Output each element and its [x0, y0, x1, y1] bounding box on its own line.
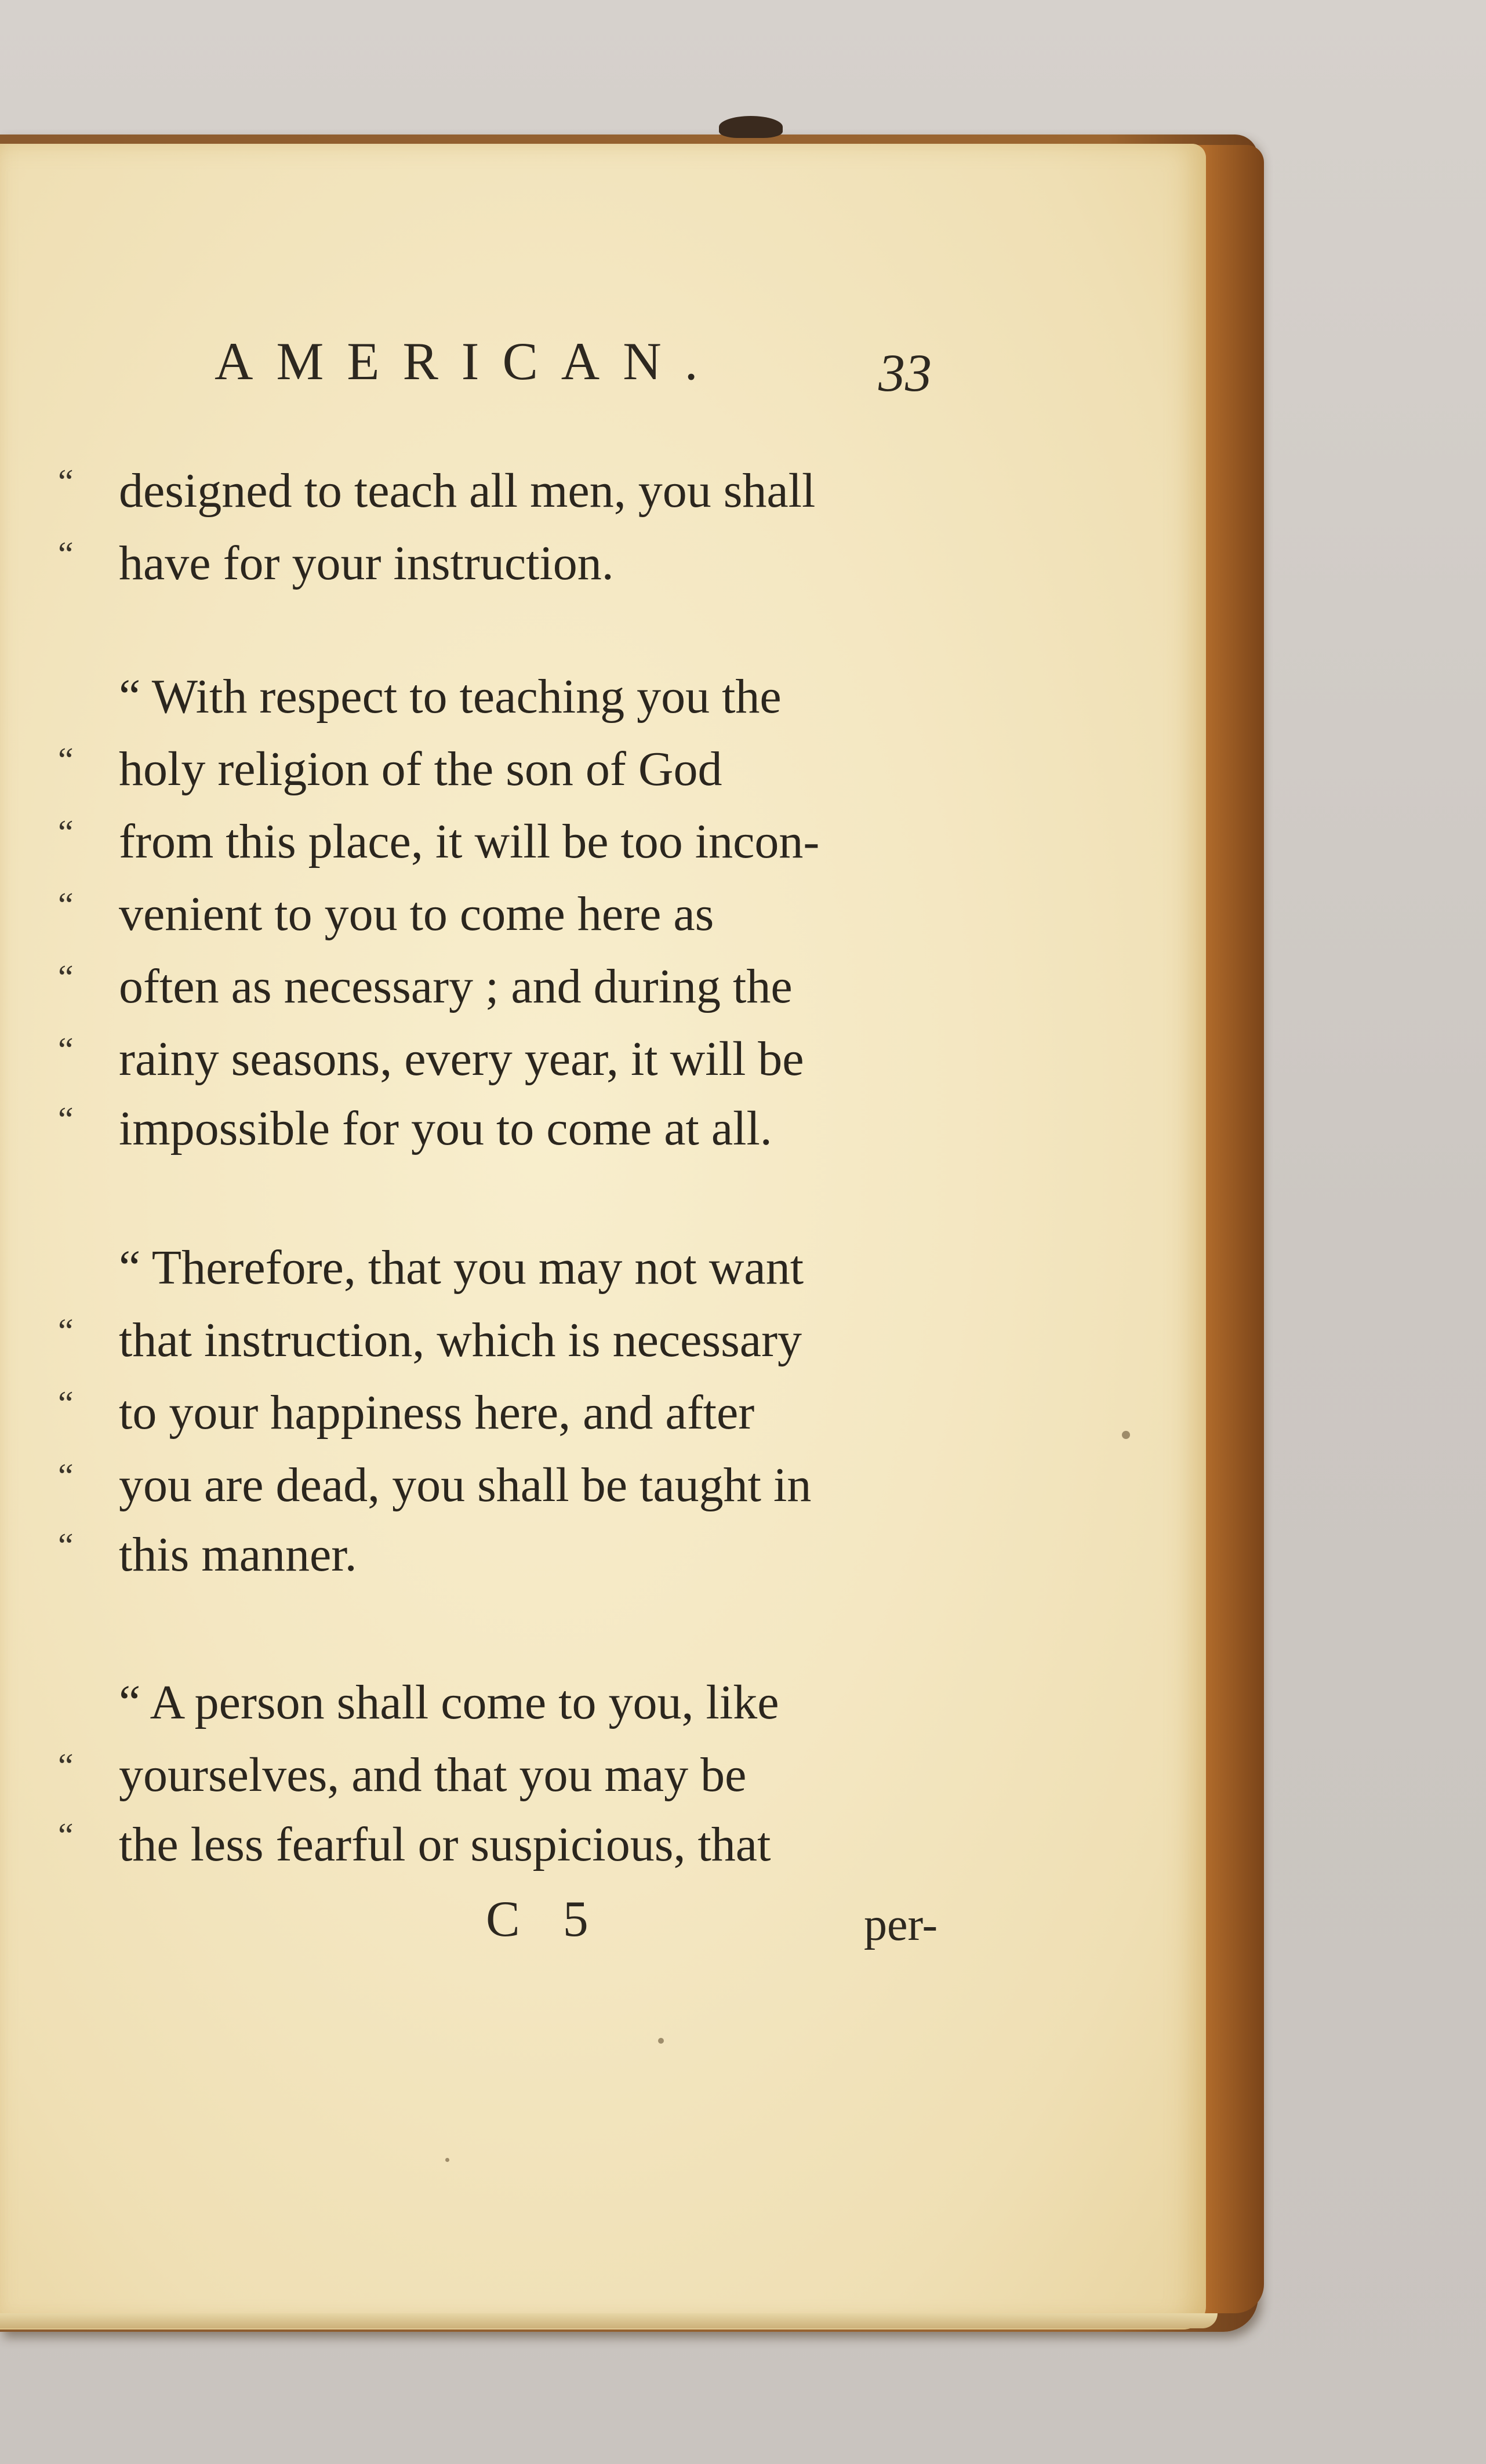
- text-line: from this place, it will be too incon-: [119, 815, 820, 868]
- quotation-mark: “: [58, 741, 74, 779]
- quotation-mark: “: [58, 1100, 74, 1139]
- quotation-mark: “: [58, 1527, 74, 1565]
- quotation-mark: “: [58, 463, 74, 501]
- quotation-mark: “: [58, 1384, 74, 1423]
- text-line: that instruction, which is necessary: [119, 1313, 802, 1367]
- text-line: “ A person shall come to you, like: [119, 1676, 779, 1729]
- page-bottom-edge: [0, 2313, 1218, 2328]
- text-line: “ Therefore, that you may not want: [119, 1241, 804, 1295]
- text-line: yourselves, and that you may be: [119, 1748, 747, 1802]
- paper-speck: [445, 2158, 449, 2162]
- paper-speck: [658, 2038, 664, 2044]
- text-line: to your happiness here, and after: [119, 1386, 755, 1440]
- running-head: AMERICAN.: [215, 332, 721, 391]
- catchword: per-: [864, 1899, 938, 1950]
- quotation-mark: “: [58, 813, 74, 852]
- text-line: often as necessary ; and during the: [119, 960, 793, 1013]
- quotation-mark: “: [58, 886, 74, 924]
- text-line: rainy seasons, every year, it will be: [119, 1032, 804, 1086]
- quotation-mark: “: [58, 1031, 74, 1069]
- text-line: have for your instruction.: [119, 536, 614, 590]
- binding-mark: [719, 116, 783, 138]
- text-line: “ With respect to teaching you the: [119, 670, 782, 724]
- text-line: impossible for you to come at all.: [119, 1102, 772, 1155]
- quotation-mark: “: [58, 958, 74, 997]
- text-line: venient to you to come here as: [119, 887, 714, 941]
- paper-speck: [1122, 1431, 1130, 1439]
- signature-mark: C 5: [486, 1891, 604, 1947]
- text-line: holy religion of the son of God: [119, 742, 722, 796]
- quotation-mark: “: [58, 1816, 74, 1855]
- page-number: 33: [878, 343, 932, 402]
- text-line: designed to teach all men, you shall: [119, 464, 816, 518]
- quotation-mark: “: [58, 535, 74, 573]
- quotation-mark: “: [58, 1747, 74, 1785]
- quotation-mark: “: [58, 1312, 74, 1350]
- text-line: you are dead, you shall be taught in: [119, 1458, 812, 1512]
- text-line: this manner.: [119, 1528, 357, 1582]
- text-line: the less fearful or suspicious, that: [119, 1818, 771, 1871]
- quotation-mark: “: [58, 1457, 74, 1495]
